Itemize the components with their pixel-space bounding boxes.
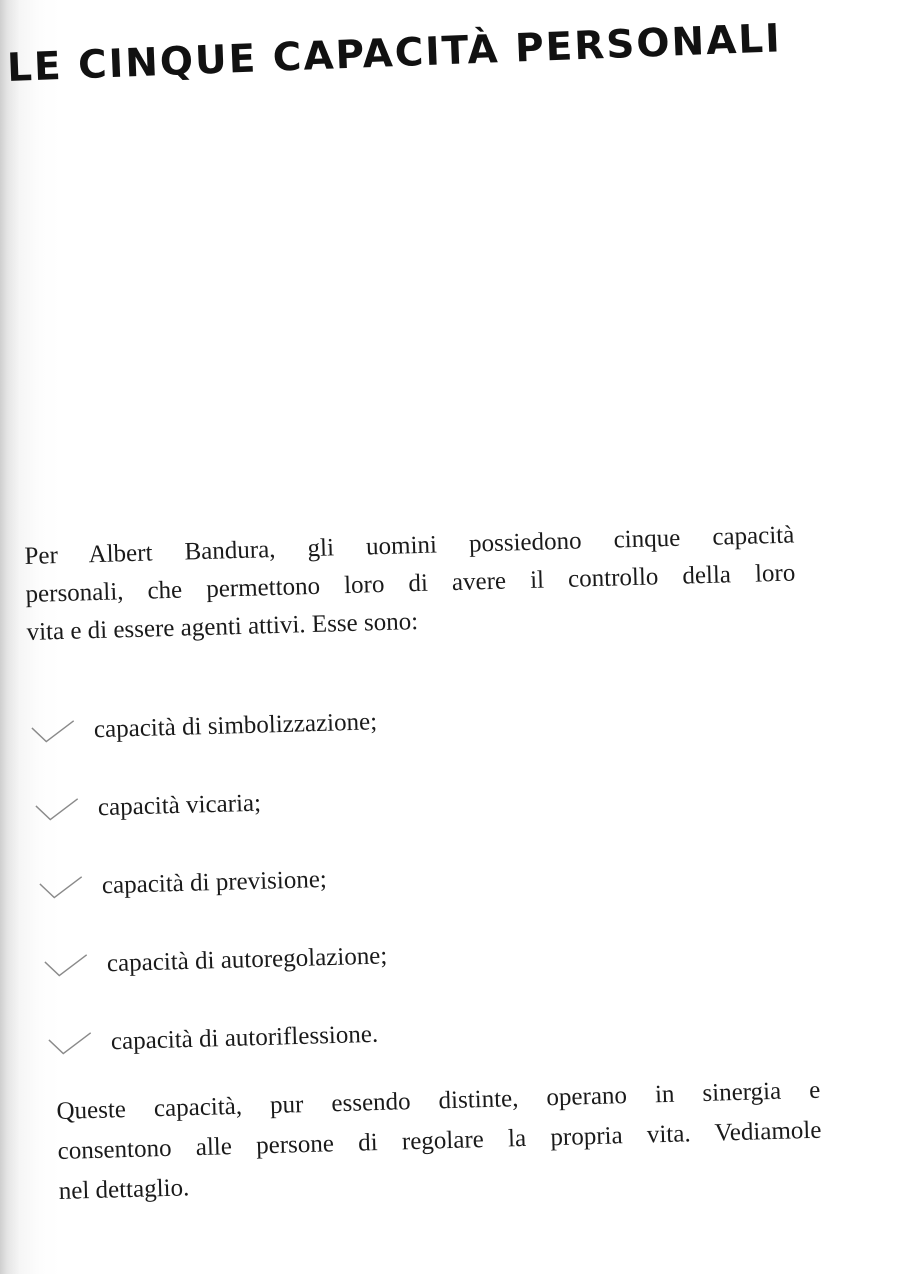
list-item	[38, 866, 328, 902]
list-item-label: capacità di autoriflessione.	[110, 1020, 379, 1056]
list-item-label: capacità vicaria;	[97, 789, 262, 822]
intro-line: vita e di essere agenti attivi. Esse sono:	[26, 608, 419, 646]
intro-line: personali, che permettono loro di avere il controllo della loro	[25, 559, 796, 608]
list-item	[34, 790, 262, 824]
checkmark-icon	[43, 953, 90, 978]
intro-paragraph	[24, 517, 797, 652]
outro-line: Queste capacità, pur essendo distinte, operano in sinergia e	[56, 1076, 821, 1125]
list-item	[30, 708, 378, 746]
list-item-label: capacità di autoregolazione;	[106, 942, 388, 978]
page-title: LE CINQUE CAPACITÀ PERSONALI	[6, 16, 783, 91]
list-item-label: capacità di previsione;	[101, 865, 328, 900]
outro-line: nel dettaglio.	[58, 1174, 190, 1205]
checkmark-icon	[30, 719, 77, 744]
list-item-label: capacità di simbolizzazione;	[93, 708, 378, 744]
list-item	[43, 942, 388, 980]
list-item	[47, 1021, 379, 1058]
checkmark-icon	[34, 797, 81, 822]
checkmark-icon	[38, 875, 85, 900]
closing-paragraph	[56, 1071, 823, 1212]
outro-line: consentono alle persone di regolare la propria vita. Vediamole	[57, 1116, 822, 1165]
intro-line: Per Albert Bandura, gli uomini possiedono cinque capacità	[24, 521, 795, 570]
checkmark-icon	[47, 1031, 94, 1056]
